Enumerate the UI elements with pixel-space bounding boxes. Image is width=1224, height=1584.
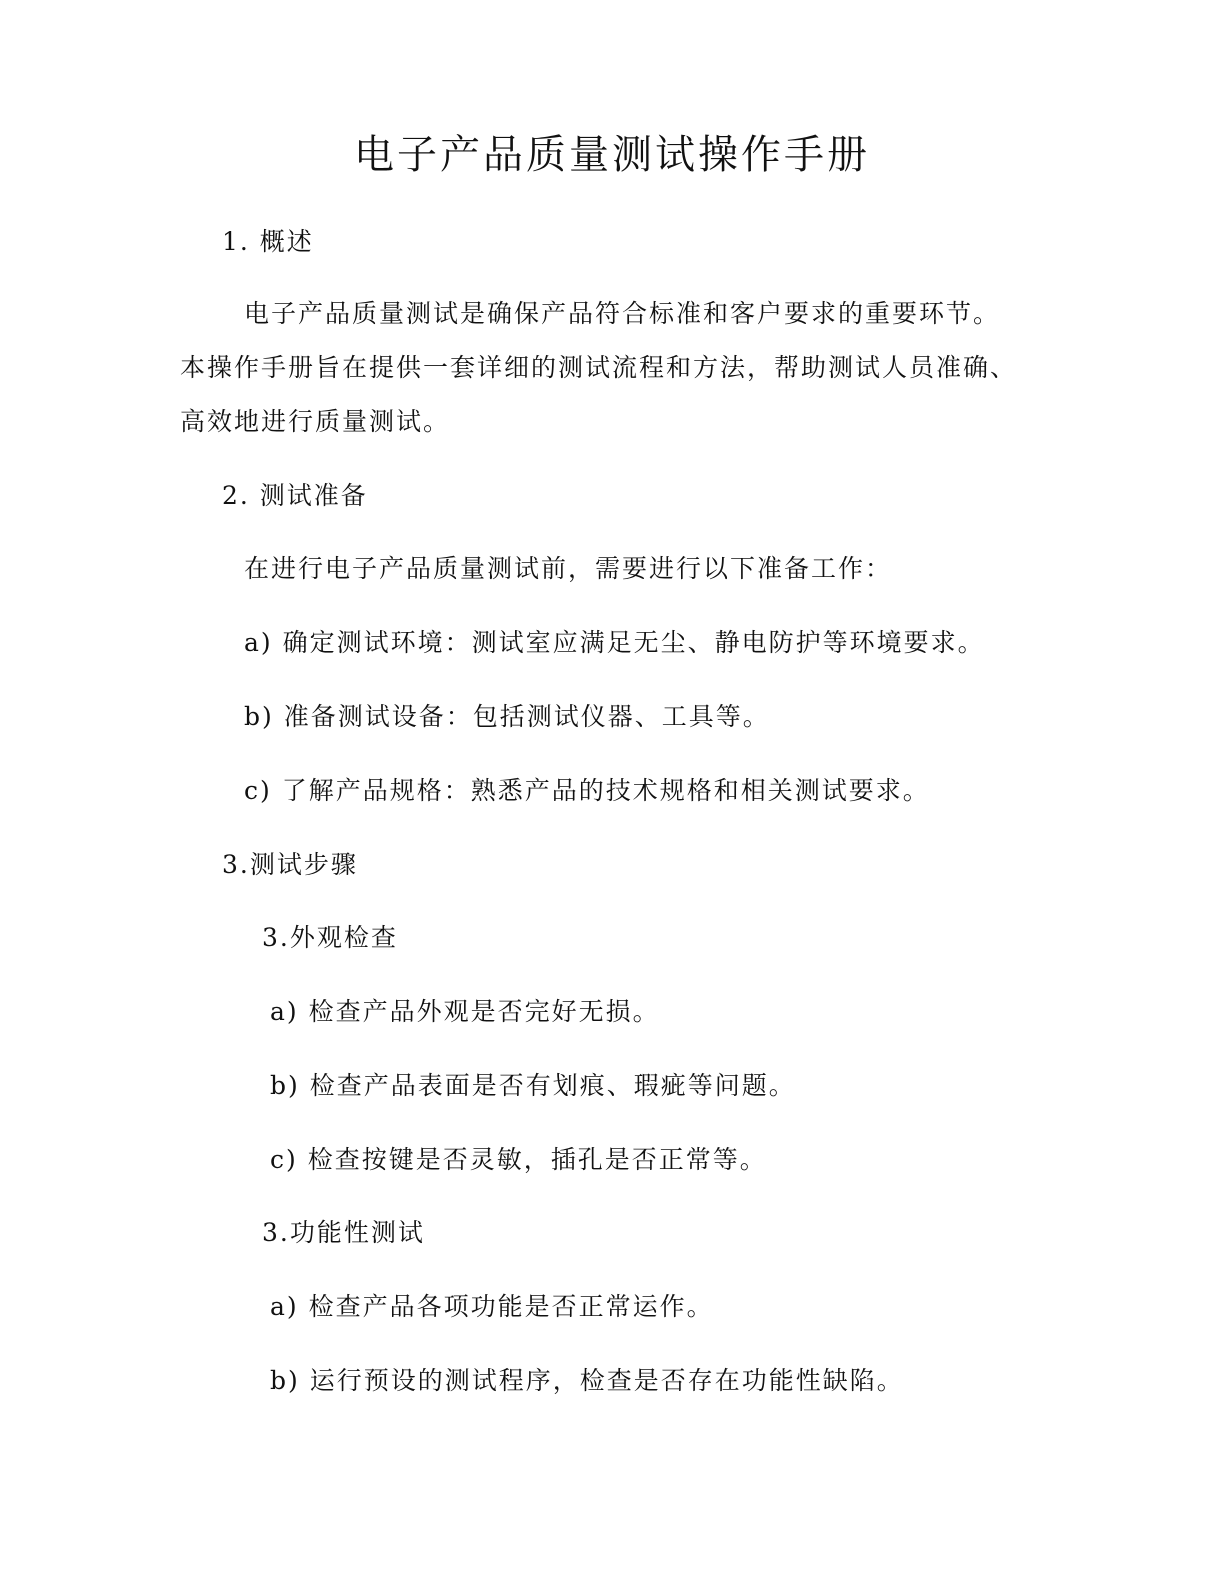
list-item: a) 检查产品各项功能是否正常运作。 <box>270 1292 714 1321</box>
list-item: c) 了解产品规格：熟悉产品的技术规格和相关测试要求。 <box>244 776 930 805</box>
list-item: b) 检查产品表面是否有划痕、瑕疵等问题。 <box>270 1071 796 1100</box>
section-1-paragraph-line-2: 本操作手册旨在提供一套详细的测试流程和方法，帮助测试人员准确、 <box>180 353 1018 382</box>
list-item: a) 检查产品外观是否完好无损。 <box>270 997 660 1026</box>
subsection-heading: 3.功能性测试 <box>262 1218 425 1247</box>
section-3-heading: 3.测试步骤 <box>222 850 358 879</box>
list-item: b) 运行预设的测试程序，检查是否存在功能性缺陷。 <box>270 1366 904 1395</box>
list-item: b) 准备测试设备：包括测试仪器、工具等。 <box>244 702 770 731</box>
section-1-paragraph-line-1: 电子产品质量测试是确保产品符合标准和客户要求的重要环节。 <box>244 299 1001 328</box>
section-2-intro: 在进行电子产品质量测试前，需要进行以下准备工作： <box>244 554 893 583</box>
subsection-heading: 3.外观检查 <box>262 923 398 952</box>
page-title: 电子产品质量测试操作手册 <box>354 132 870 178</box>
section-2-heading: 2. 测试准备 <box>222 481 368 510</box>
list-item: a) 确定测试环境：测试室应满足无尘、静电防护等环境要求。 <box>244 628 985 657</box>
section-1-paragraph-line-3: 高效地进行质量测试。 <box>180 407 451 436</box>
section-1-heading: 1. 概述 <box>222 227 314 256</box>
list-item: c) 检查按键是否灵敏，插孔是否正常等。 <box>270 1145 767 1174</box>
